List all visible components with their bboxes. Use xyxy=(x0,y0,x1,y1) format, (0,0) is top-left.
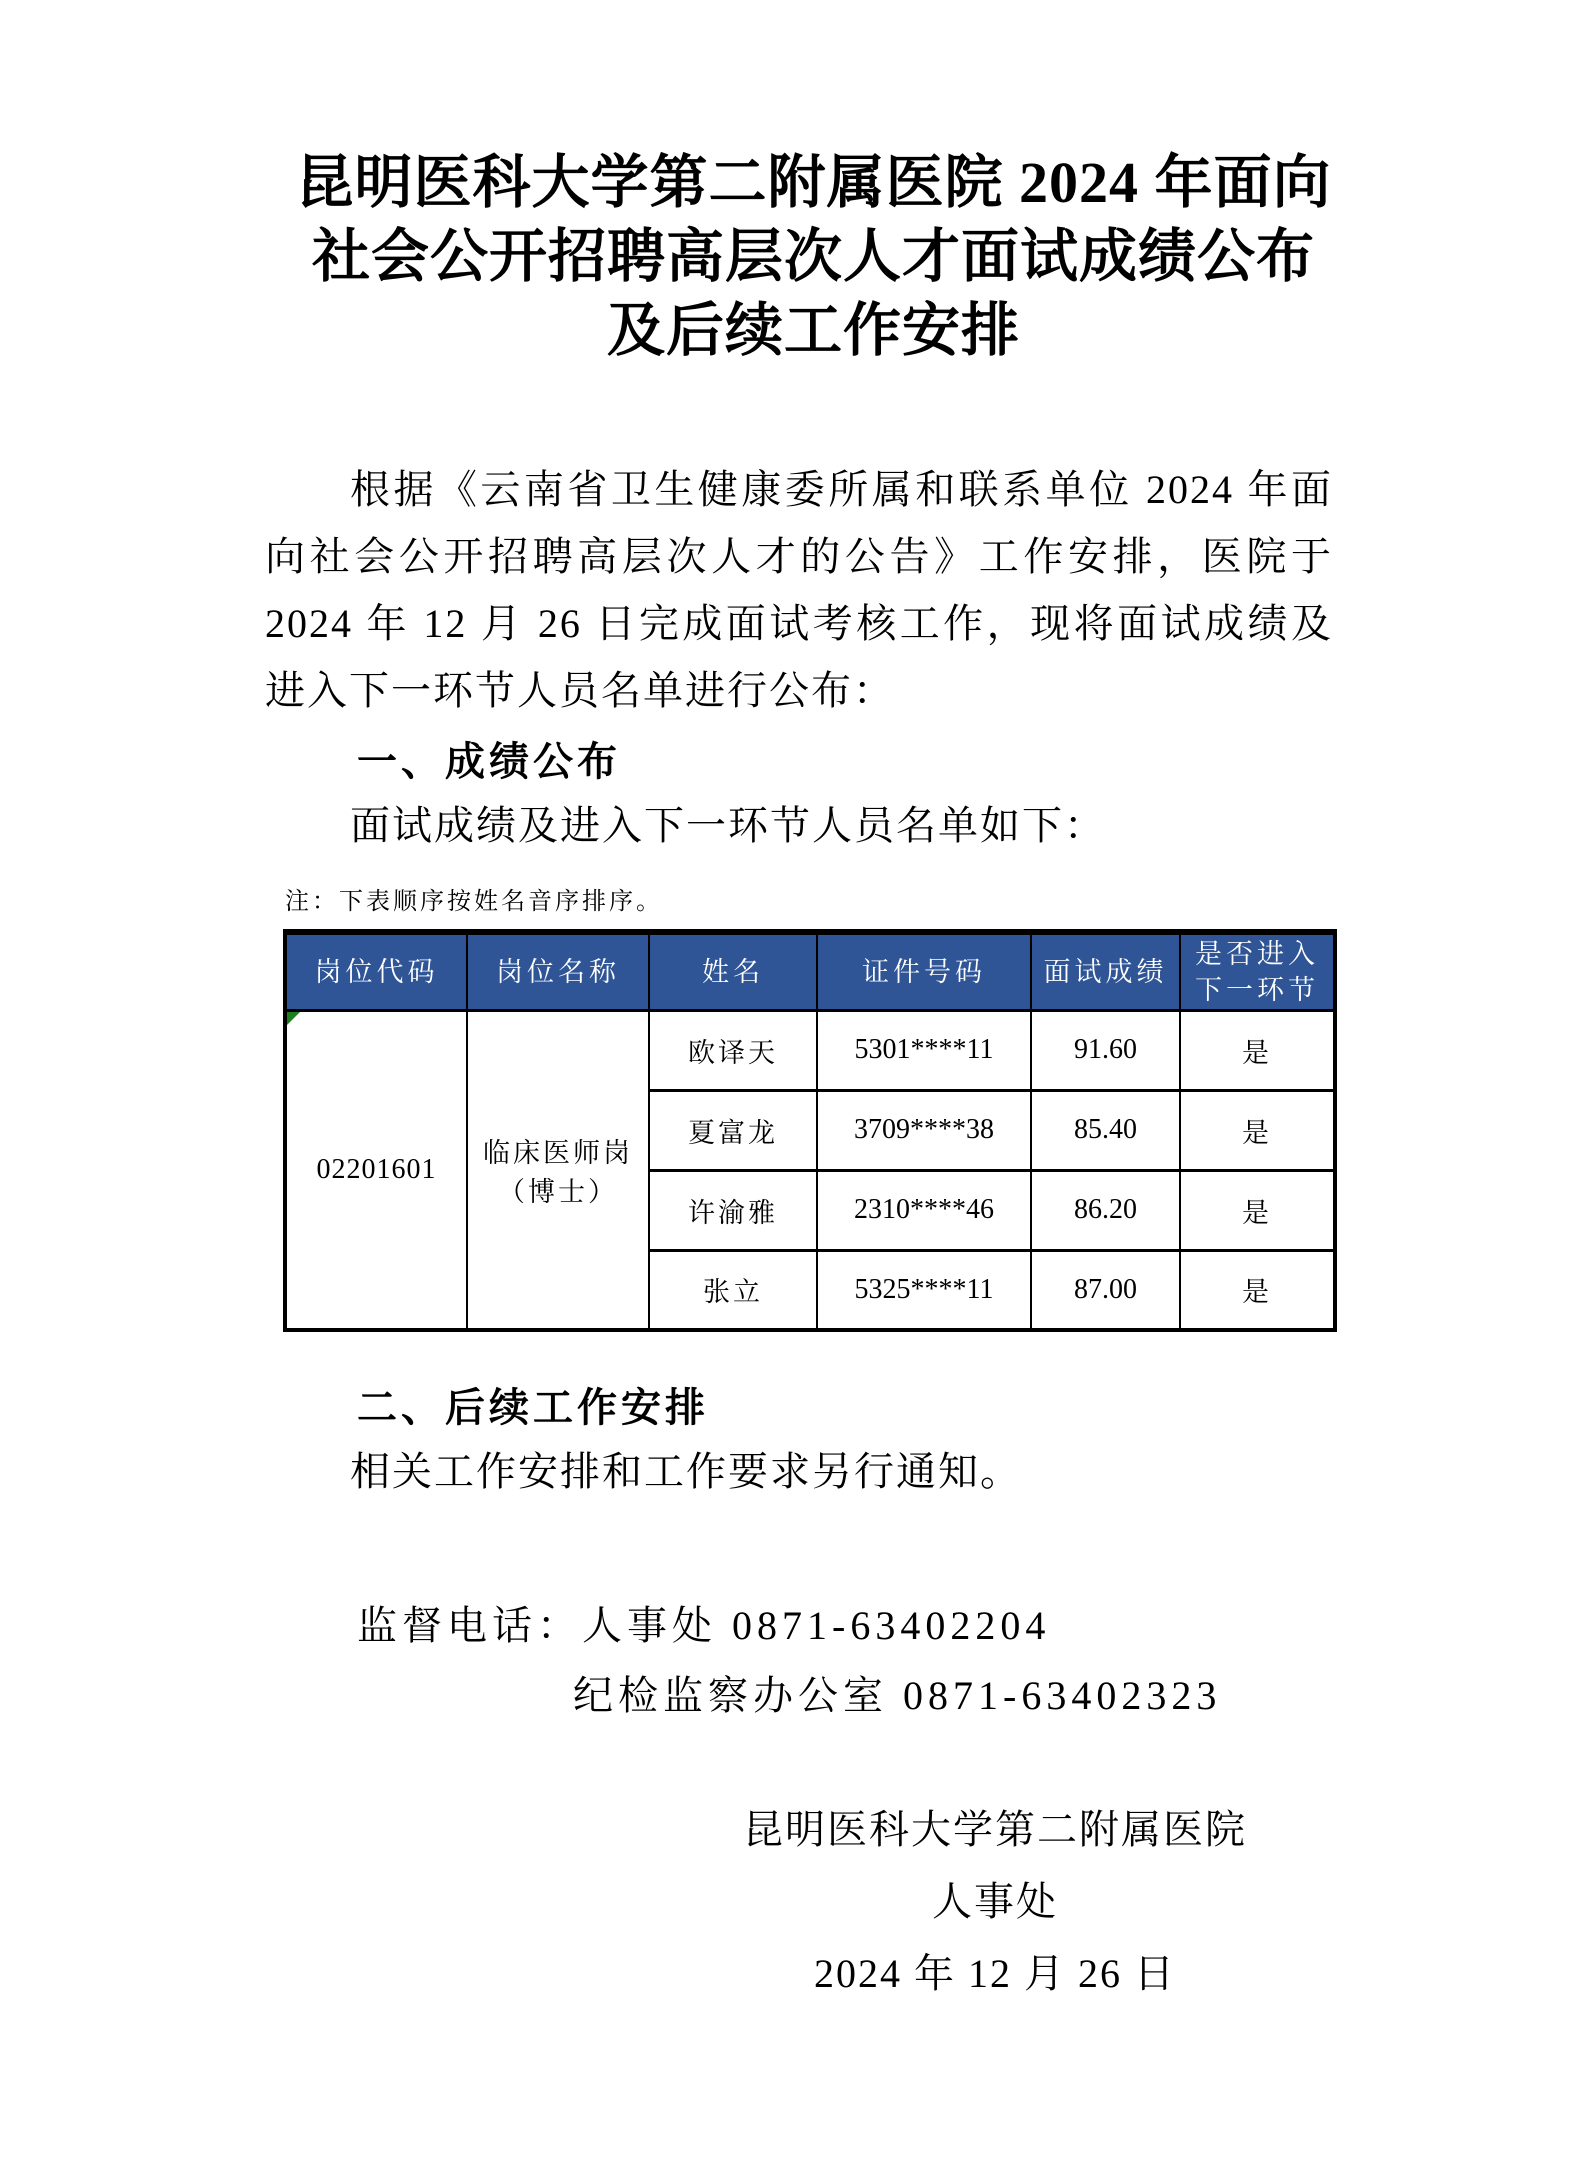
score-cell: 87.00 xyxy=(1031,1250,1180,1330)
signature-block xyxy=(740,1794,1250,2010)
col-header-score: 面试成绩 xyxy=(1031,932,1180,1010)
section2-body: 相关工作安排和工作要求另行通知。 xyxy=(350,1449,1022,1494)
signature-date: 2024 年 12 月 26 日 xyxy=(814,1951,1176,1996)
id-number-cell: 3709****38 xyxy=(817,1090,1031,1170)
id-number-cell: 5325****11 xyxy=(817,1250,1031,1330)
post-code-value: 02201601 xyxy=(316,1153,437,1185)
col-header-post-code: 岗位代码 xyxy=(285,932,467,1010)
candidate-name-cell: 欧译天 xyxy=(649,1010,817,1090)
post-code-cell xyxy=(285,1010,467,1330)
signature-department: 人事处 xyxy=(932,1879,1058,1924)
table-header-row xyxy=(285,932,1335,1010)
score-cell: 85.40 xyxy=(1031,1090,1180,1170)
id-number-cell: 2310****46 xyxy=(817,1170,1031,1250)
intro-paragraph: 根据《云南省卫生健康委所属和联系单位 2024 年面向社会公开招聘高层次人才的公告》工作安排，医院于 2024 年 12 月 26 日完成面试考核工作，现将面试成绩及进入下一环节人员名单进行公布： xyxy=(265,467,1333,713)
id-number-cell: 5301****11 xyxy=(817,1010,1031,1090)
title-line-2: 社会公开招聘高层次人才面试成绩公布 xyxy=(311,224,1315,289)
candidate-name-cell: 夏富龙 xyxy=(649,1090,817,1170)
next-round-cell: 是 xyxy=(1180,1250,1335,1330)
score-cell: 91.60 xyxy=(1031,1010,1180,1090)
signature-organization: 昆明医科大学第二附属医院 xyxy=(743,1807,1247,1852)
excel-error-indicator-icon xyxy=(287,1012,300,1025)
title-line-1: 昆明医科大学第二附属医院 2024 年面向 xyxy=(295,150,1332,215)
title-line-3: 及后续工作安排 xyxy=(606,298,1020,363)
document-title xyxy=(40,0,1587,368)
interview-score-table xyxy=(283,929,1337,1332)
table-row xyxy=(285,1010,1335,1090)
section2-heading: 二、后续工作安排 xyxy=(357,1386,709,1430)
supervision-phone-line: 监督电话：人事处 0871-63402204 xyxy=(357,1603,1051,1648)
candidate-name-cell: 许渝雅 xyxy=(649,1170,817,1250)
col-header-post-name: 岗位名称 xyxy=(467,932,649,1010)
section1-lead: 面试成绩及进入下一环节人员名单如下： xyxy=(350,803,1106,848)
score-cell: 86.20 xyxy=(1031,1170,1180,1250)
discipline-office-phone-line: 纪检监察办公室 0871-63402323 xyxy=(573,1673,1222,1718)
col-header-name: 姓名 xyxy=(649,932,817,1010)
next-round-cell: 是 xyxy=(1180,1170,1335,1250)
next-round-cell: 是 xyxy=(1180,1010,1335,1090)
col-header-id-number: 证件号码 xyxy=(817,932,1031,1010)
candidate-name-cell: 张立 xyxy=(649,1250,817,1330)
col-header-next-round: 是否进入下一环节 xyxy=(1180,932,1335,1010)
section1-heading: 一、成绩公布 xyxy=(357,740,621,784)
post-name-cell: 临床医师岗（博士） xyxy=(467,1010,649,1330)
next-round-cell: 是 xyxy=(1180,1090,1335,1170)
table-sort-note: 注：下表顺序按姓名音序排序。 xyxy=(285,889,663,915)
